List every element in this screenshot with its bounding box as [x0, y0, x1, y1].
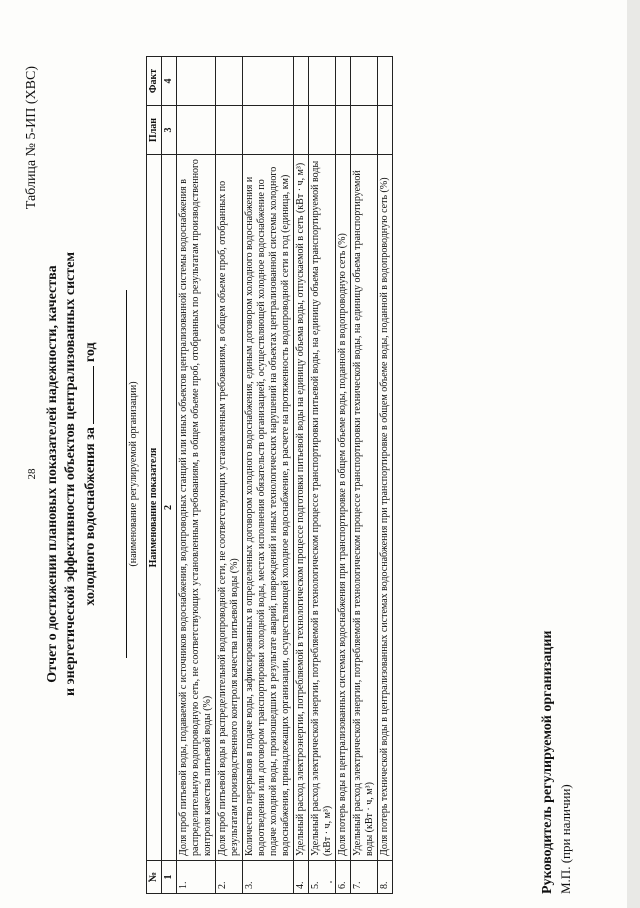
table-row: [177, 57, 216, 894]
indicator-name: Доля потерь технической воды в централизованных системах водоснабжения при транспортировке в общем объеме воды, поданной в водопроводную сеть (%): [378, 155, 393, 861]
title-line-3-start: холодного водоснабжения за: [83, 427, 98, 606]
table-row: [243, 57, 294, 894]
plan-cell: [216, 106, 243, 155]
signature-block: [540, 631, 574, 894]
title-line-3: [80, 40, 100, 908]
organization-caption: (наименование регулируемой организации): [128, 381, 139, 567]
row-number: 3.: [243, 861, 294, 894]
title-line-1: Отчет о достижении плановых показателей надежности, качества: [45, 265, 60, 683]
indicator-name: Удельный расход электроэнергии, потребляемой в технологическом процессе подготовки питьевой воды на единицу объема воды, отпускаемой в сеть (кВт · ч, м³): [294, 155, 309, 861]
column-number-row: [162, 57, 177, 894]
indicator-name: Количество перерывов в подаче воды, зафиксированных в определенных договором холодного водоснабжения, единым договором холодного водоснабжения и водоотведения или договором транспортировки холодной воды, местах исполнения обязательств организацией, осуществляющей холодное водоснабжение по подаче холодной воды, произошедших в результате аварий, повреждений и иных технологических нарушений на объектах централизованной системы холодного водоснабжения, принадлежащих организации, осуществляющей холодное водоснабжение, в расчете на протяженность водопроводной сети в год (единица, км): [243, 155, 294, 861]
title-line-2: и энергетической эффективности объектов централизованных систем: [63, 252, 78, 696]
year-blank: [80, 366, 94, 424]
table-label: Таблица № 5-ИП (ХВС): [24, 66, 39, 210]
table-row: [351, 57, 378, 894]
title-line-3-end: год: [83, 342, 98, 363]
table-row: [294, 57, 309, 894]
scan-edge-shadow: [627, 0, 640, 908]
fact-cell: [378, 57, 393, 106]
page-number: 28: [26, 468, 38, 480]
plan-cell: [243, 106, 294, 155]
header-number: №: [147, 861, 162, 894]
fact-cell: [336, 57, 351, 106]
plan-cell: [294, 106, 309, 155]
fact-cell: [294, 57, 309, 106]
table-row: [378, 57, 393, 894]
indicator-name: Удельный расход электрической энергии, потребляемой в технологическом процессе транспортировки питьевой воды, на единицу объема транспортируемой воды (кВт · ч, м³): [309, 155, 336, 861]
indicator-name: Доля проб питьевой воды в распределительной водопроводной сети, не соответствующих установленным требованиям, в общем объеме проб, отобранных по результатам производственного контроля качества питьевой воды (%): [216, 155, 243, 861]
row-number: 8.: [378, 861, 393, 894]
plan-cell: [177, 106, 216, 155]
row-number: 7.: [351, 861, 378, 894]
fact-cell: [177, 57, 216, 106]
fact-cell: [243, 57, 294, 106]
column-number-1: 1: [162, 861, 177, 894]
fact-cell: [216, 57, 243, 106]
plan-cell: [309, 106, 336, 155]
row-number: 5.: [309, 861, 336, 894]
column-number-4: 4: [162, 57, 177, 106]
plan-cell: [378, 106, 393, 155]
column-number-3: 3: [162, 106, 177, 155]
header-plan: План: [147, 106, 162, 155]
header-indicator-name: Наименование показателя: [147, 155, 162, 861]
report-title: [44, 40, 100, 908]
indicator-name: Удельный расход электрической энергии, потребляемой в технологическом процессе транспортировки технической воды, на единицу объема транспортируемой воды (кВт · ч, м³): [351, 155, 378, 861]
organization-name-line: [112, 290, 127, 658]
head-of-organization-label: Руководитель регулируемой организации: [540, 630, 555, 894]
fact-cell: [309, 57, 336, 106]
plan-cell: [351, 106, 378, 155]
stamp-label: М.П. (при наличии): [558, 784, 573, 894]
rotated-document-page: [20, 40, 620, 908]
column-number-2: 2: [162, 155, 177, 861]
row-number: 2.: [216, 861, 243, 894]
table-row: [216, 57, 243, 894]
indicators-table: [146, 56, 393, 894]
plan-cell: [336, 106, 351, 155]
table-header-row: [147, 57, 162, 894]
fact-cell: [351, 57, 378, 106]
header-fact: Факт: [147, 57, 162, 106]
indicator-name: Доля потерь воды в централизованных системах водоснабжения при транспортировке в общем объеме воды, поданной в водопроводную сеть (%): [336, 155, 351, 861]
table-row: [309, 57, 336, 894]
row-number: 1.: [177, 861, 216, 894]
row-number: 4.: [294, 861, 309, 894]
row-number: 6.: [336, 861, 351, 894]
table-row: [336, 57, 351, 894]
indicator-name: Доля проб питьевой воды, подаваемой с источников водоснабжения, водопроводных станций или иных объектов централизованной системы водоснабжения в распределительную водопроводную сеть, не соответствующих установленным требованиям, в общем объеме проб, отобранных по результатам производственного контроля качества питьевой воды (%): [177, 155, 216, 861]
